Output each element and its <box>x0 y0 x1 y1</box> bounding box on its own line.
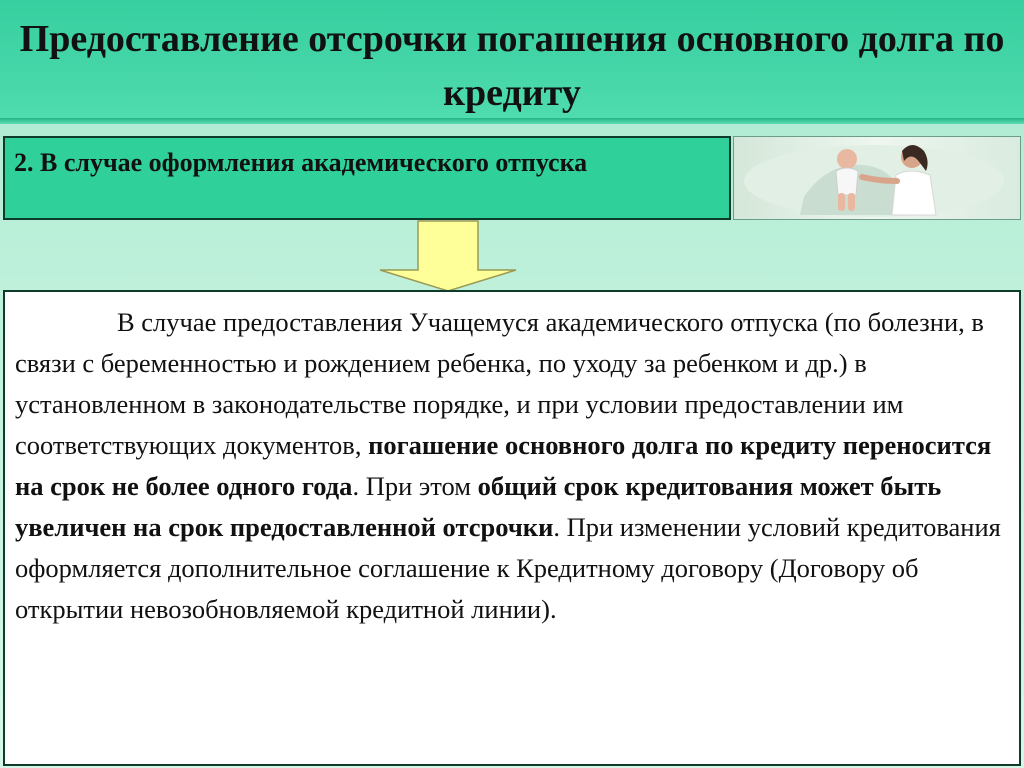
body-text-part-2: . При этом <box>352 471 478 501</box>
body-text-part-1: В случае предоставления Учащемуся академического отпуска (по болезни, в связи с беременностью и рождением ребенка, по уходу за ребенком и др.) в установленном в законодательстве порядке, и при условии предоставлении им соответствующих документов, <box>15 307 984 460</box>
mother-with-baby-photo <box>733 136 1021 220</box>
body-text-box <box>3 290 1021 766</box>
subtitle-box <box>3 136 731 220</box>
down-arrow-icon <box>378 220 518 292</box>
photo-illustration <box>734 137 1021 220</box>
body-paragraph <box>15 302 1011 630</box>
slide-subtitle: 2. В случае оформления академического отпуска <box>14 148 588 177</box>
body-bold-part-2: общий срок кредитования может быть увеличен на срок предоставленной отсрочки <box>15 471 942 542</box>
body-bold-part-1: погашение основного долга по кредиту переносится на срок не более одного года <box>15 430 992 501</box>
body-text-part-3: . При изменении условий кредитования оформляется дополнительное соглашение к Кредитному договору (Договору об открытии невозобновляемой кредитной линии). <box>15 512 1001 624</box>
slide-title: Предоставление отсрочки погашения основного долга по кредиту <box>19 18 1005 114</box>
